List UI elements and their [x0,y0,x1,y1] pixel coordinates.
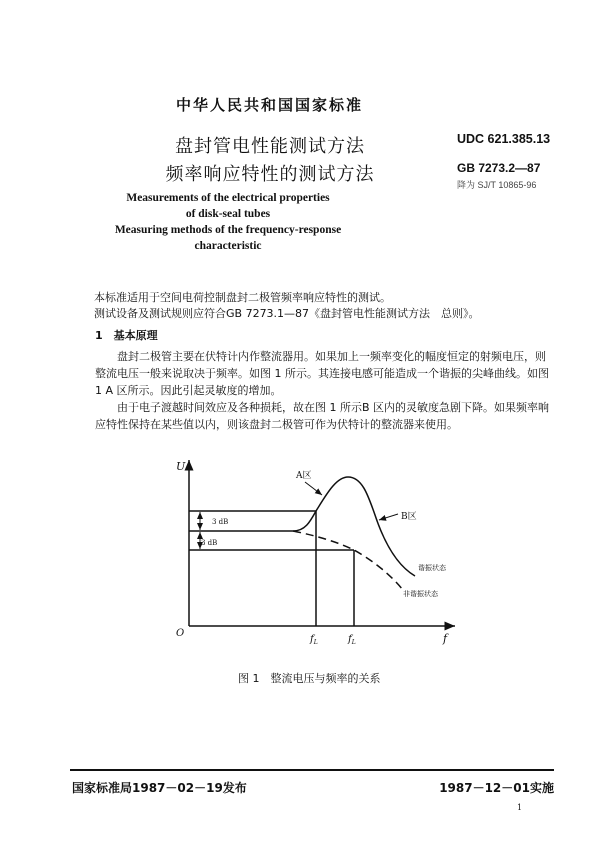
resonant-state-label: 谐振状态 [418,564,446,572]
db-label-upper: 3 dB [212,518,229,526]
nonresonant-curve [293,531,403,590]
region-b-label: B区 [401,512,417,522]
english-title-line-4: characteristic [194,240,262,252]
region-a-label: A区 [296,471,312,481]
footer-divider [70,769,554,771]
udc-number: UDC 621.385.13 [457,132,551,146]
english-title-line-3: Measuring methods of the frequency-response [114,224,342,236]
region-b-pointer [379,514,398,520]
origin-label: O [176,628,185,639]
page-number: 1 [517,803,523,812]
english-title-line-2: of disk-seal tubes [185,208,271,220]
intro-paragraph-1: 本标准适用于空间电荷控制盘封二极管频率响应特性的测试。 [94,291,391,304]
y-axis-label: U [176,460,186,473]
section-1-heading: 1 基本原理 [95,329,158,342]
region-a-pointer [305,482,322,495]
title-line-2: 频率响应特性的测试方法 [165,164,375,185]
gb-number: GB 7273.2—87 [457,161,541,175]
issue-date: 国家标准局1987－02－19发布 [72,781,247,795]
paragraph-principle-2: 由于电子渡越时间效应及各种损耗，故在图 1 所示B 区内的灵敏度急剧下降。如果频率响应特性保持在某些值以内，则该盘封二极管可作为伏特计的整流器来使用。 [95,401,550,431]
x-axis-label: f [443,632,448,645]
replaced-by-note: 降为 SJ/T 10865-96 [457,180,537,190]
db-label-lower: 3 dB [201,539,218,547]
paragraph-principle-1: 盘封二极管主要在伏特计内作整流器用。如果加上一频率变化的幅度恒定的射频电压，则整流电压一般来说取决于频率。如图 1 所示。其连接电感可能造成一个谐振的尖峰曲线。如图 1 A 区所示。因此引起灵敏度的增加。 [95,350,549,397]
intro-paragraph-2: 测试设备及测试规则应符合GB 7273.1—87《盘封管电性能测试方法 总则》。 [94,307,480,320]
english-title-line-1: Measurements of the electrical properties [126,192,330,204]
figure-1-caption: 图 1 整流电压与频率的关系 [238,672,381,685]
f1-label: $f_L$ [310,634,318,646]
country-standard-heading: 中华人民共和国国家标准 [176,96,364,114]
effective-date: 1987－12－01实施 [439,781,554,795]
title-line-1: 盘封管电性能测试方法 [175,136,365,157]
nonresonant-state-label: 非谐振状态 [403,590,438,598]
f2-label: $f_L$ [348,634,356,646]
